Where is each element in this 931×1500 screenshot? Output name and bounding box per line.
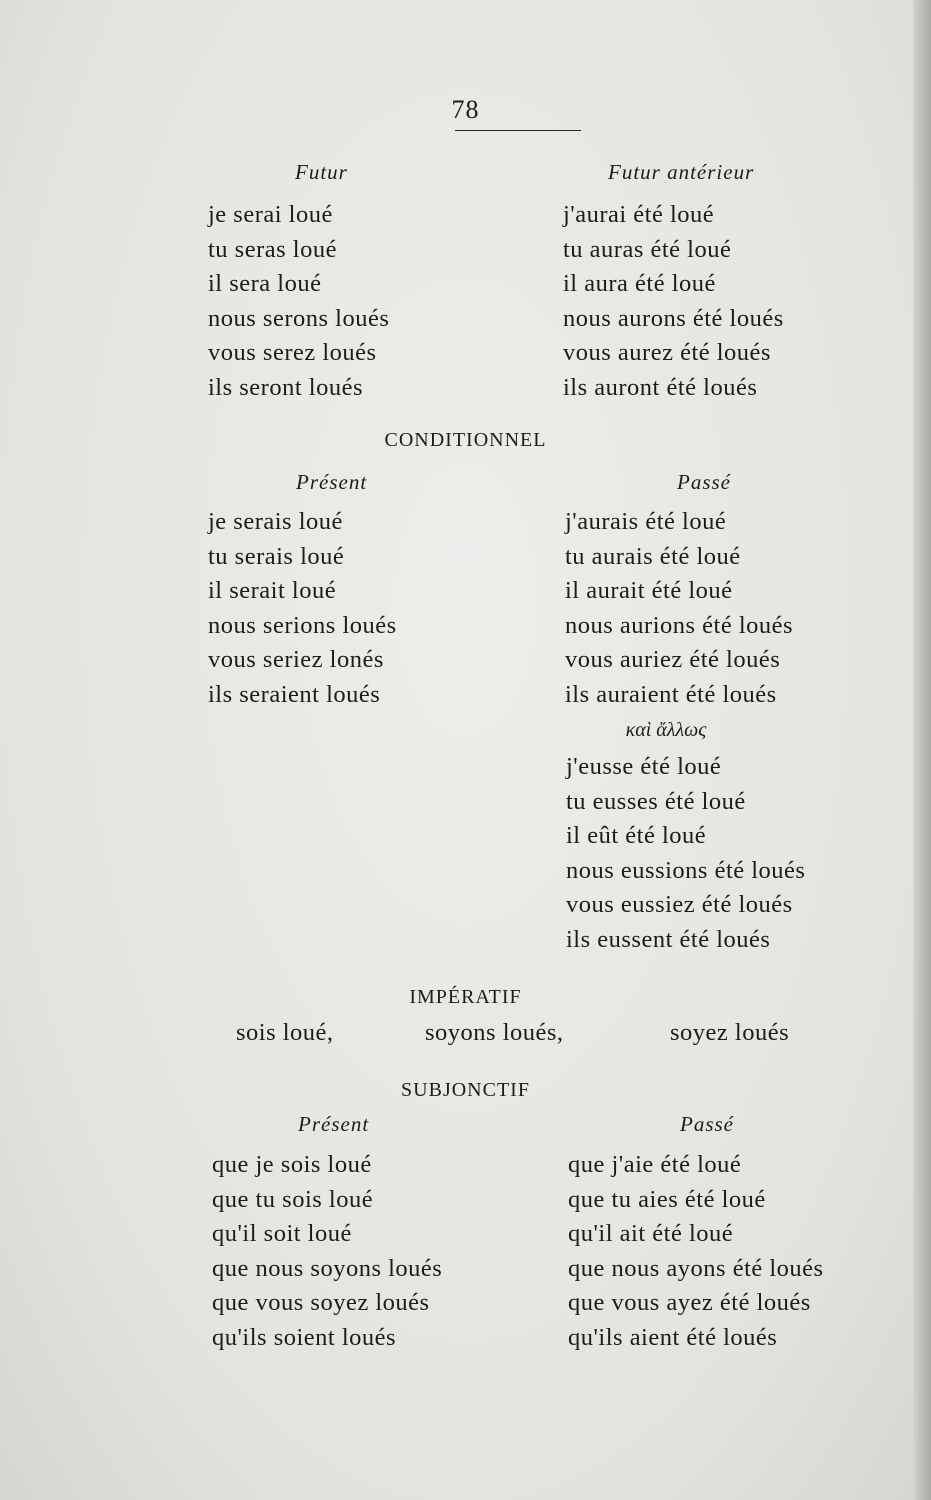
- subjonctif-present-list: [212, 1148, 442, 1355]
- imperatif-form: sois loué,: [236, 1019, 334, 1046]
- futur-anterieur-list: [563, 198, 784, 405]
- futur-line: tu seras loué: [208, 235, 337, 263]
- page-number: 78: [451, 95, 480, 124]
- conditionnel-present-line: il serait loué: [208, 577, 337, 604]
- subjonctif-passe-line: qu'ils aient été loués: [568, 1323, 778, 1351]
- futur-line: je serai loué: [208, 201, 333, 228]
- futur-anterieur-line: nous aurons été loués: [563, 304, 784, 332]
- subjonctif-passe-line: que tu aies été loué: [568, 1185, 766, 1213]
- conditionnel-present-line: tu serais loué: [208, 542, 345, 570]
- conditionnel-passe-alt-list: [566, 750, 805, 957]
- header-rule: [455, 130, 581, 131]
- futur-line: il sera loué: [208, 270, 322, 297]
- conditionnel-passe-line: ils auraient été loués: [565, 680, 777, 708]
- futur-line: nous serons loués: [208, 304, 390, 332]
- conditionnel-passe-alt-line: j'eusse été loué: [566, 753, 722, 780]
- futur-anterieur-line: tu auras été loué: [563, 235, 732, 263]
- subjonctif-passe-line: que nous ayons été loués: [568, 1254, 824, 1282]
- subjonctif-present-line: que nous soyons loués: [212, 1254, 443, 1282]
- imperatif-form: soyez loués: [670, 1019, 790, 1046]
- page-edge: [913, 0, 931, 1500]
- futur-list: [208, 198, 389, 405]
- subjonctif-passe-heading: Passé: [680, 1112, 734, 1136]
- futur-heading: Futur: [295, 160, 348, 184]
- conditionnel-passe-heading: Passé: [677, 470, 731, 494]
- conditionnel-present-line: vous seriez lonés: [208, 646, 384, 673]
- futur-anterieur-line: ils auront été loués: [563, 373, 758, 401]
- subjonctif-present-line: qu'il soit loué: [212, 1220, 352, 1247]
- subjonctif-present-line: que tu sois loué: [212, 1185, 374, 1213]
- conditionnel-present-line: nous serions loués: [208, 611, 397, 639]
- futur-anterieur-line: j'aurai été loué: [563, 201, 715, 228]
- conditionnel-passe-alt-line: ils eussent été loués: [566, 925, 771, 953]
- conditionnel-title: CONDITIONNEL: [384, 429, 547, 451]
- conditionnel-present-line: ils seraient loués: [208, 680, 381, 708]
- conditionnel-passe-alt-line: nous eussions été loués: [566, 856, 806, 884]
- subjonctif-present-heading: Présent: [298, 1112, 370, 1136]
- conditionnel-present-line: je serais loué: [208, 508, 343, 535]
- subjonctif-passe-line: que vous ayez été loués: [568, 1289, 811, 1316]
- subjonctif-passe-line: que j'aie été loué: [568, 1151, 742, 1178]
- futur-anterieur-heading: Futur antérieur: [608, 160, 755, 184]
- futur-anterieur-line: vous aurez été loués: [563, 339, 771, 366]
- conditionnel-passe-line: nous aurions été loués: [565, 611, 794, 639]
- subjonctif-present-line: qu'ils soient loués: [212, 1323, 397, 1351]
- alternative-label: καὶ ἄλλως: [625, 719, 707, 741]
- conditionnel-passe-alt-line: vous eussiez été loués: [566, 891, 793, 918]
- conditionnel-passe-list: [565, 505, 793, 712]
- conditionnel-passe-line: tu aurais été loué: [565, 542, 741, 570]
- futur-line: ils seront loués: [208, 373, 363, 401]
- subjonctif-passe-list: [568, 1148, 824, 1355]
- conditionnel-passe-alt-line: il eût été loué: [566, 822, 707, 849]
- conditionnel-passe-line: il aurait été loué: [565, 577, 733, 604]
- conditionnel-present-heading: Présent: [296, 470, 368, 494]
- futur-line: vous serez loués: [208, 339, 377, 366]
- futur-anterieur-line: il aura été loué: [563, 270, 716, 297]
- subjonctif-passe-line: qu'il ait été loué: [568, 1220, 734, 1247]
- conditionnel-passe-alt-line: tu eusses été loué: [566, 787, 746, 815]
- conditionnel-present-list: [208, 505, 397, 712]
- conditionnel-passe-line: vous auriez été loués: [565, 646, 781, 673]
- subjonctif-present-line: que vous soyez loués: [212, 1289, 430, 1316]
- subjonctif-present-line: que je sois loué: [212, 1151, 372, 1178]
- subjonctif-title: SUBJONCTIF: [401, 1079, 530, 1101]
- imperatif-title: IMPÉRATIF: [409, 986, 522, 1008]
- conditionnel-passe-line: j'aurais été loué: [565, 508, 727, 535]
- imperatif-form: soyons loués,: [425, 1019, 564, 1046]
